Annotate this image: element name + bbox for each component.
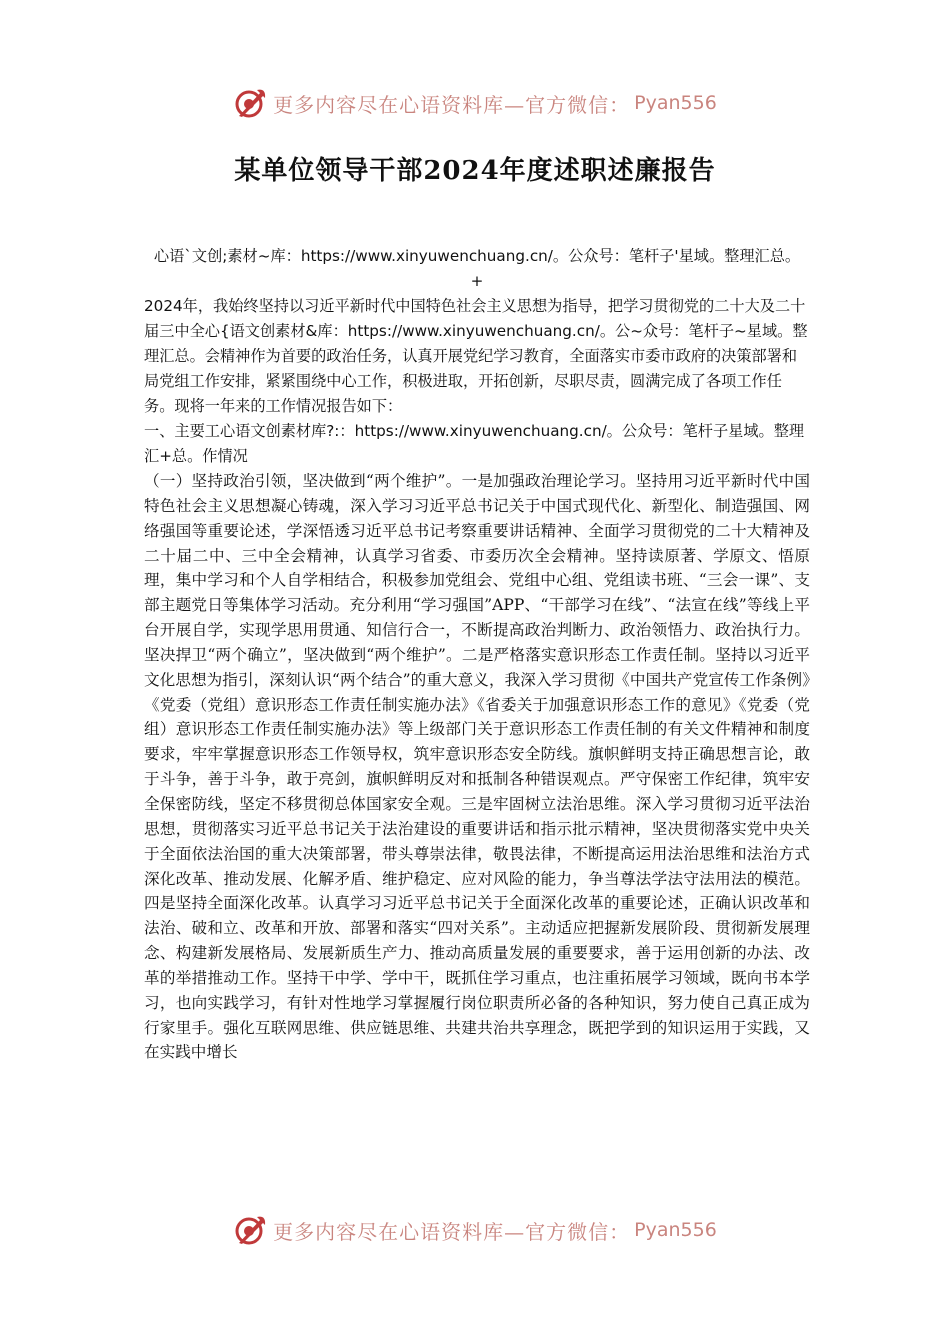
banner-wechat-id: Pyan556 [634, 1219, 717, 1241]
quill-pen-logo-icon [233, 86, 267, 120]
banner-text: 更多内容尽在心语资料库—官方微信： [273, 92, 631, 117]
document-content [144, 244, 810, 1204]
banner-text: 更多内容尽在心语资料库—官方微信： [273, 1219, 631, 1244]
document-title: 某单位领导干部2024年度述职述廉报告 [234, 156, 716, 186]
intro-paragraph: 2024年，我始终坚持以习近平新时代中国特色社会主义思想为指导，把学习贯彻党的二十大及二十届三中全心{语文创素材&库：https://www.xinyuwenchuang.cn/。公~众号：笔杆子~星域。整理汇总。会精神作为首要的政治任务，认真开展党纪学习教育，全面落实市委市政府的决策部署和局党组工作安排，紧紧围绕中心工作，积极进取，开拓创新，尽职尽责，圆满完成了各项工作任务。现将一年来的工作情况报告如下： [144, 297, 808, 415]
body-paragraph: （一）坚持政治引领，坚决做到“两个维护”。一是加强政治理论学习。坚持用习近平新时代中国特色社会主义思想凝心铸魂，深入学习习近平总书记关于中国式现代化、新型化、制造强国、网络强国等重要论述，学深悟透习近平总书记考察重要讲话精神、全面学习贯彻党的二十大精神及二十届二中、三中全会精神，认真学习省委、市委历次全会精神。坚持读原著、学原文、悟原理，集中学习和个人自学相结合，积极参加党组会、党组中心组、党组读书班、“三会一课”、支部主题党日等集体学习活动。充分利用“学习强国”APP、“干部学习在线”、“法宣在线”等线上平台开展自学，实现学思用贯通、知信行合一，不断提高政治判断力、政治领悟力、政治执行力。坚决捍卫“两个确立”，坚决做到“两个维护”。二是严格落实意识形态工作责任制。坚持以习近平文化思想为指引，深刻认识“两个结合”的重大意义，我深入学习贯彻《中国共产党宣传工作条例》《党委（党组）意识形态工作责任制实施办法》《省委关于加强意识形态工作的意见》《党委（党组）意识形态工作责任制实施办法》等上级部门关于意识形态工作责任制的有关文件精神和制度要求，牢牢掌握意识形态工作领导权，筑牢意识形态安全防线。旗帜鲜明支持正确思想言论，敢于斗争，善于斗争，敢于亮剑，旗帜鲜明反对和抵制各种错误观点。严守保密工作纪律，筑牢安全保密防线，坚定不移贯彻总体国家安全观。三是牢固树立法治思维。深入学习贯彻习近平法治思想，贯彻落实习近平总书记关于法治建设的重要讲话和指示批示精神，坚决贯彻落实党中央关于全面依法治国的重大决策部署，带头尊崇法律，敬畏法律，不断提高运用法治思维和法治方式深化改革、推动发展、化解矛盾、维护稳定、应对风险的能力，争当尊法学法守法用法的模范。四是坚持全面深化改革。认真学习习近平总书记关于全面深化改革的重要论述，正确认识改革和法治、破和立、改革和开放、部署和落实“四对关系”。主动适应把握新发展阶段、贯彻新发展理念、构建新发展格局、发展新质生产力、推动高质量发展的重要要求，善于运用创新的办法、改革的举措推动工作。坚持干中学、学中干，既抓住学习重点，也注重拓展学习领域，既向书本学习，也向实践学习，有针对性地学习掌握履行岗位职责所必备的各种知识，努力使自己真正成为行家里手。强化互联网思维、供应链思维、共建共治共享理念，既把学到的知识运用于实践，又在实践中增长 [144, 472, 810, 1062]
quill-pen-logo-icon [233, 1213, 267, 1247]
footer-banner [0, 1210, 950, 1250]
section-heading: 一、主要工心语文创素材库?:：https://www.xinyuwenchuang.cn/。公众号：笔杆子星域。整理汇+总。作情况 [144, 422, 805, 465]
header-banner [0, 83, 950, 123]
source-line: 心语`文创;素材~库：https://www.xinyuwenchuang.cn/。公众号：笔杆子'星域。整理汇总。+ [153, 247, 801, 290]
banner-wechat-id: Pyan556 [634, 92, 717, 114]
